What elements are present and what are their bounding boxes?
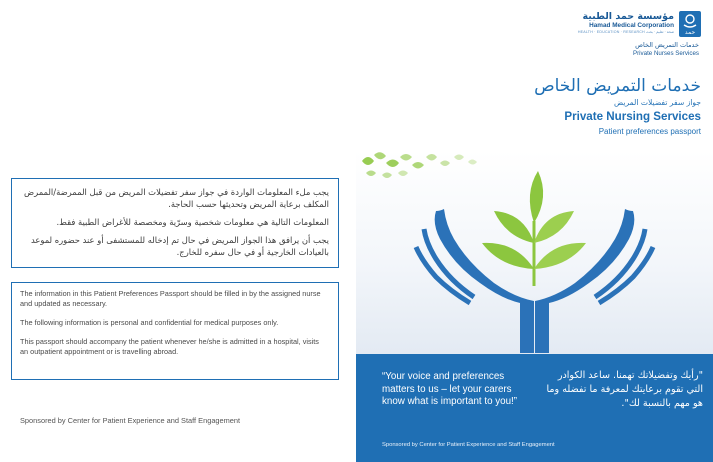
logo-name-ar: مؤسسة حمد الطبية xyxy=(582,11,674,22)
subtitle-ar: جواز سفر تفضيلات المريض xyxy=(614,98,701,107)
subtitle-en: Patient preferences passport xyxy=(598,127,701,136)
leaf-cluster-icon xyxy=(362,152,477,178)
quote-banner xyxy=(356,354,713,462)
unit-name-ar: خدمات التمريض الخاص xyxy=(635,41,699,49)
english-notice-1: The information in this Patient Preferences Passport should be filled in by the assigned nurse and updated as necessary. xyxy=(20,289,321,308)
arabic-notice-box xyxy=(11,178,339,268)
logo-mark-text: حمد xyxy=(684,29,696,36)
unit-name-en: Private Nurses Services xyxy=(632,50,699,57)
hands-plant-illustration xyxy=(356,151,713,354)
arabic-notice-2: المعلومات التالية هي معلومات شخصية وسرّية ومخصصة للأغراض الطبية فقط. xyxy=(56,217,329,227)
english-notice-3: This passport should accompany the patient whenever he/she is admitted in a hospital, visits an outpatient appointment or is travelling abroad. xyxy=(20,337,319,356)
arabic-notice-3: يجب أن يرافق هذا الجواز المريض في حال تم إدخاله للمستشفى أو عند حضوره لموعد بالعيادات الخارجية أو في حال سفره للخارج. xyxy=(30,235,329,257)
hmc-logo xyxy=(578,11,701,37)
quote-ar: "رأيك وتفضيلاتك تهمنا. ساعد الكوادر التي تقوم برعايتك لمعرفة ما تفضله وما هو مهم بالنسبة لك". xyxy=(546,370,703,409)
english-notice-2: The following information is personal and confidential for medical purposes only. xyxy=(20,318,279,327)
arabic-notice-1: يجب ملء المعلومات الواردة في جواز سفر تفضيلات المريض من قبل الممرضة/الممرض المكلف برعاية المريض وتحديثها حسب الحاجة. xyxy=(23,187,329,209)
quote-en: “Your voice and preferences matters to us – let your carers know what is important to you!” xyxy=(382,371,518,407)
logo-name-en: Hamad Medical Corporation xyxy=(589,22,674,29)
title-en: Private Nursing Services xyxy=(564,110,701,123)
title-ar: خدمات التمريض الخاص xyxy=(534,76,701,96)
plant-sprout-icon xyxy=(482,171,586,286)
logo-tagline: HEALTH · EDUCATION · RESEARCH صحة · تعليم · بحث xyxy=(577,30,674,34)
hmc-emblem-icon xyxy=(679,11,701,37)
english-notice-box xyxy=(11,282,339,380)
sponsor-left: Sponsored by Center for Patient Experience and Staff Engagement xyxy=(20,416,241,425)
sponsor-right: Sponsored by Center for Patient Experience and Staff Engagement xyxy=(382,442,555,448)
